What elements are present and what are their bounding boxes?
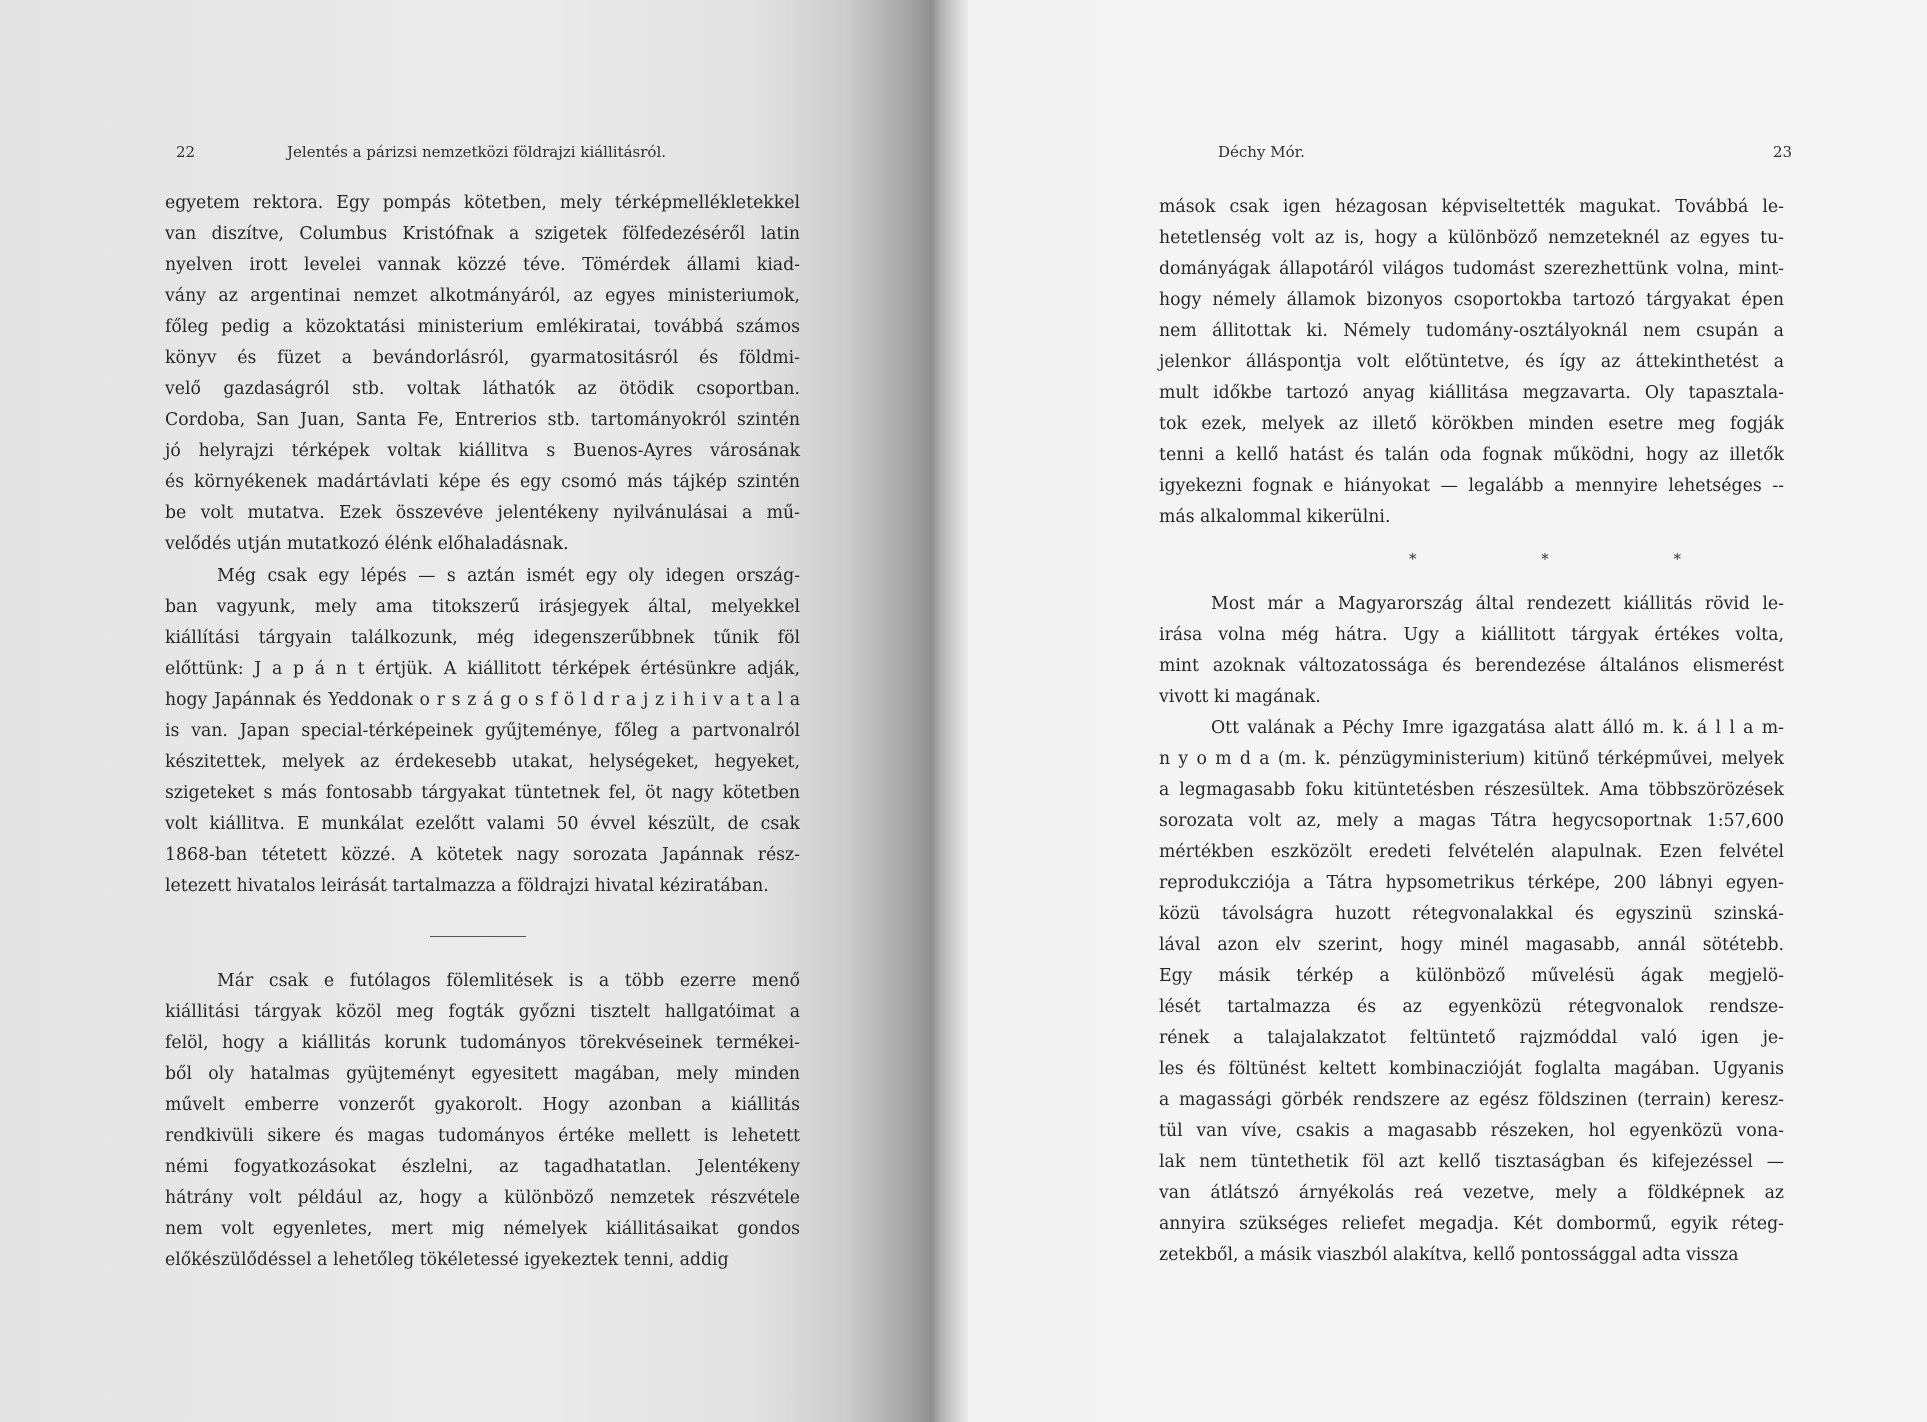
text-line: felöl, hogy a kiállitás korunk tudományos törekvéseinek termékei-: [165, 1033, 800, 1053]
text-line: kiállitási tárgyak közöl meg fogták győzni tisztelt hallgatóimat a: [165, 1002, 800, 1022]
text-line: nem volt egyenletes, mert mig némelyek kiállitásaikat gondos: [165, 1219, 800, 1239]
text-line: nem állitottak ki. Némely tudomány-osztályoknál nem csupán a: [1159, 321, 1784, 341]
text-line: is van. Japan special-térképeinek gyűjteménye, főleg a partvonalról: [165, 721, 800, 741]
text-line: kiállítási tárgyain találkozunk, még idegenszerűbbnek tűnik föl: [165, 628, 800, 648]
text-line: vivott ki magának.: [1159, 687, 1321, 707]
text-line: irása volna még hátra. Ugy a kiállitott tárgyak értékes volta,: [1159, 625, 1784, 645]
text-line: Most már a Magyarország által rendezett kiállitás rövid le-: [1211, 594, 1784, 614]
left-paragraph-3: [165, 966, 800, 1276]
text-line: sorozata volt az, mely a magas Tátra hegycsoportnak 1:57,600: [1159, 811, 1784, 831]
text-line: a magassági görbék rendszere az egész földszinen (terrain) keresz-: [1159, 1090, 1784, 1110]
right-paragraph-2: [1159, 589, 1784, 713]
text-line: letezett hivatalos leirását tartalmazza a földrajzi hivatal kéziratában.: [165, 876, 769, 896]
right-paragraph-1: [1159, 192, 1784, 533]
text-line: hogy Japánnak és Yeddonak o r s z á g o s f ö l d r a j z i h i v a t a l a: [165, 690, 800, 710]
running-head-left: Jelentés a párizsi nemzetközi földrajzi kiállitásról.: [287, 143, 667, 161]
text-line: hetetlenség volt az is, hogy a különböző nemzeteknél az egyes tu-: [1159, 228, 1784, 248]
text-line: mint azoknak változatossága és berendezése általános elismerést: [1159, 656, 1784, 676]
text-line: hogy némely államok bizonyos csoportokba tartozó tárgyakat épen: [1159, 290, 1784, 310]
text-line: les és föltünést keltett kombinaczióját foglalta magában. Ugyanis: [1159, 1059, 1784, 1079]
text-line: némi fogyatkozásokat észlelni, az tagadhatatlan. Jelentékeny: [165, 1157, 800, 1177]
text-line: igyekezni fognak e hiányokat — legalább a mennyire lehetséges --: [1159, 476, 1784, 496]
text-line: rének a talajalakzatot feltüntető rajzmóddal való igen je-: [1159, 1028, 1784, 1048]
text-line: van átlátszó árnyékolás reá vezetve, mely a földképnek az: [1159, 1183, 1784, 1203]
text-line: jelenkor álláspontja volt előtüntetve, és így az áttekinthetést a: [1159, 352, 1784, 372]
text-line: előkészülődéssel a lehetőleg tökéletessé igyekeztek tenni, addig: [165, 1250, 729, 1270]
text-line: Már csak e futólagos fölemlitések is a több ezerre menő: [217, 971, 800, 991]
text-line: tenni a kellő hatást és talán oda fognak működni, hogy az illetők: [1159, 445, 1784, 465]
text-line: tok ezek, melyek az illető körökben minden esetre meg fogják: [1159, 414, 1784, 434]
text-line: Egy másik térkép a különböző művelésü ágak megjelö-: [1159, 966, 1784, 986]
text-line: közü távolságra huzott rétegvonalakkal és egyszinü szinská-: [1159, 904, 1784, 924]
running-head-right: Déchy Mór.: [1218, 143, 1305, 161]
text-line: és környékenek madártávlati képe és egy csomó más tájkép szintén: [165, 472, 800, 492]
text-line: mások csak igen hézagosan képviseltették magukat. Továbbá le-: [1159, 197, 1784, 217]
section-separator: * * *: [1409, 550, 1742, 568]
text-line: a legmagasabb foku kitüntetésben részesültek. Ama többszörözések: [1159, 780, 1784, 800]
text-line: reprodukcziója a Tátra hypsometrikus térképe, 200 lábnyi egyen-: [1159, 873, 1784, 893]
text-line: vány az argentinai nemzet alkotmányáról, az egyes ministeriumok,: [165, 286, 800, 306]
text-line: Cordoba, San Juan, Santa Fe, Entrerios stb. tartományokról szintén: [165, 410, 800, 430]
left-page: [0, 0, 940, 1422]
text-line: zetekből, a másik viaszból alakítva, kellő pontossággal adta vissza: [1159, 1245, 1739, 1265]
text-line: művelt emberre vonzerőt gyakorolt. Hogy azonban a kiállitás: [165, 1095, 800, 1115]
right-page: [968, 0, 1927, 1422]
text-line: 1868-ban tétetett közzé. A kötetek nagy sorozata Japánnak rész-: [165, 845, 800, 865]
text-line: könyv és füzet a bevándorlásról, gyarmatositásról és földmi-: [165, 348, 800, 368]
text-line: velődés utján mutatkozó élénk előhaladásnak.: [165, 534, 569, 554]
text-line: főleg pedig a közoktatási ministerium emlékiratai, továbbá számos: [165, 317, 800, 337]
left-paragraph-2: [165, 561, 800, 902]
left-paragraph-1: [165, 188, 800, 560]
text-line: szigeteket s más fontosabb tárgyakat tüntetnek fel, öt nagy kötetben: [165, 783, 800, 803]
text-line: előttünk: J a p á n t értjük. A kiállitott térképek értésünkre adják,: [165, 659, 800, 679]
text-line: dományágak állapotáról világos tudomást szerezhettünk volna, mint-: [1159, 259, 1784, 279]
text-line: tül van víve, csakis a magasabb részeken, hol egyenközü vona-: [1159, 1121, 1784, 1141]
text-line: mértékben eszközölt eredeti felvételén alapulnak. Ezen felvétel: [1159, 842, 1784, 862]
text-line: lését tartalmazza és az egyenközü rétegvonalok rendsze-: [1159, 997, 1784, 1017]
text-line: Ott valának a Péchy Imre igazgatása alatt álló m. k. á l l a m-: [1211, 718, 1784, 738]
text-line: hátrány volt például az, hogy a különböző nemzetek részvétele: [165, 1188, 800, 1208]
text-line: mult időkbe tartozó anyag kiállitása megzavarta. Oly tapasztala-: [1159, 383, 1784, 403]
text-line: nyelven irott levelei vannak közzé téve. Tömérdek állami kiad-: [165, 255, 800, 275]
text-line: Még csak egy lépés — s aztán ismét egy oly idegen ország-: [217, 566, 800, 586]
text-line: készitettek, melyek az érdekesebb utakat, helységeket, hegyeket,: [165, 752, 800, 772]
page-number-left: 22: [176, 143, 196, 161]
text-line: velő gazdaságról stb. voltak láthatók az ötödik csoportban.: [165, 379, 800, 399]
text-line: van diszítve, Columbus Kristófnak a szigetek fölfedezéséről latin: [165, 224, 800, 244]
text-line: jó helyrajzi térképek voltak kiállitva s Buenos-Ayres városának: [165, 441, 800, 461]
page-number-right: 23: [1773, 143, 1793, 161]
text-line: volt kiállitva. E munkálat ezelőtt valami 50 évvel készült, de csak: [165, 814, 800, 834]
text-line: annyira szükséges reliefet megadja. Két dombormű, egyik réteg-: [1159, 1214, 1784, 1234]
section-divider: [430, 936, 526, 937]
text-line: egyetem rektora. Egy pompás kötetben, mely térképmellékletekkel: [165, 193, 800, 213]
text-line: n y o m d a (m. k. pénzügyministerium) kitünő térképművei, melyek: [1159, 749, 1784, 769]
book-gutter: [930, 0, 970, 1422]
text-line: lak nem tüntethetik föl azt kellő tisztaságban és kifejezéssel —: [1159, 1152, 1784, 1172]
text-line: rendkivüli sikere és magas tudományos értéke mellett is lehetett: [165, 1126, 800, 1146]
text-line: ban vagyunk, mely ama titokszerű irásjegyek által, melyekkel: [165, 597, 800, 617]
text-line: lával azon elv szerint, hogy minél magasabb, annál sötétebb.: [1159, 935, 1784, 955]
text-line: ből oly hatalmas gyüjteményt egyesitett magában, mely minden: [165, 1064, 800, 1084]
right-paragraph-3: [1159, 713, 1784, 1271]
text-line: be volt mutatva. Ezek összevéve jelentékeny nyilvánulásai a mű-: [165, 503, 800, 523]
text-line: más alkalommal kikerülni.: [1159, 507, 1391, 527]
